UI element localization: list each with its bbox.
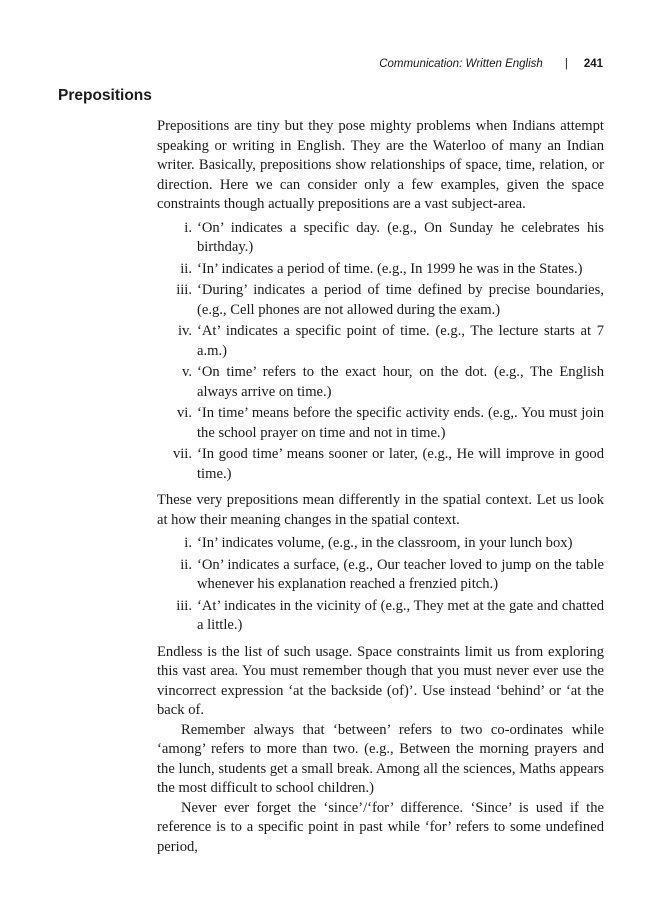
list-item-number: i. xyxy=(184,219,192,236)
list-item-number: v. xyxy=(182,364,192,380)
list-item-text: ‘At’ indicates a specific point of time. (e.g., The lecture starts at 7 a.m.) xyxy=(197,323,604,359)
list-item-text: ‘In’ indicates volume, (e.g., in the classroom, in your lunch box) xyxy=(197,535,573,551)
list-item xyxy=(157,445,604,484)
list-item xyxy=(157,281,604,320)
list-item-text: ‘In time’ means before the specific activity ends. (e.g,. You must join the school prayer on time and not in time.) xyxy=(197,405,604,441)
space-prepositions-list xyxy=(157,534,604,636)
list-item-number: i. xyxy=(184,535,192,551)
list-item-number: ii. xyxy=(180,260,192,277)
list-item-text: ‘During’ indicates a period of time defined by precise boundaries, (e.g., Cell phones are not allowed during the exam.) xyxy=(197,282,604,318)
body-text xyxy=(157,117,604,857)
list-item-number: vi. xyxy=(177,405,192,421)
list-item xyxy=(157,219,604,258)
between-paragraph: Remember always that ‘between’ refers to two co-ordinates while ‘among’ refers to more than two. (e.g., Between the morning prayers and the lunch, students get a small break. Among all the sciences, Maths appears the most difficult to school children.) xyxy=(157,721,604,796)
header-separator: | xyxy=(564,58,568,70)
list-item-text: ‘On time’ refers to the exact hour, on the dot. (e.g., The English always arrive on time.) xyxy=(197,364,604,400)
since-for-paragraph: Never ever forget the ‘since’/‘for’ difference. ‘Since’ is used if the reference is to a specific point in past while ‘for’ refers to some undefined period, xyxy=(157,799,604,855)
endless-paragraph: Endless is the list of such usage. Space constraints limit us from exploring this vast area. You must remember though that you must never ever use the vincorrect expression ‘at the backside (of)’. Use instead ‘behind’ or ‘at the back of. xyxy=(157,643,604,718)
list-item xyxy=(157,556,604,595)
list-item-number: iii. xyxy=(176,597,192,614)
time-prepositions-list xyxy=(157,219,604,485)
list-item-text: ‘On’ indicates a specific day. (e.g., On Sunday he celebrates his birthday.) xyxy=(197,219,604,255)
list-item xyxy=(157,597,604,636)
page-number: 241 xyxy=(583,58,603,70)
list-item xyxy=(157,260,604,280)
list-item-text: ‘On’ indicates a surface, (e.g., Our teacher loved to jump on the table whenever his explanation reached a frenzied pitch.) xyxy=(197,556,604,592)
list-item-number: vii. xyxy=(172,446,192,462)
list-item-number: iii. xyxy=(176,282,192,298)
running-title: Communication: Written English xyxy=(379,58,543,70)
list-item-number: iv. xyxy=(177,323,192,339)
list-item-number: ii. xyxy=(180,556,192,573)
spatial-intro-paragraph: These very prepositions mean differently in the spatial context. Let us look at how their meaning changes in the spatial context. xyxy=(157,492,604,528)
intro-paragraph: Prepositions are tiny but they pose mighty problems when Indians attempt speaking or writing in English. They are the Waterloo of many an Indian writer. Basically, prepositions show relationships of space, time, relation, or direction. Here we can consider only a few examples, given the space constraints though actually prepositions are a vast subject-area. xyxy=(157,118,604,212)
running-header xyxy=(379,58,603,70)
list-item xyxy=(157,363,604,402)
list-item-text: ‘In good time’ means sooner or later, (e.g., He will improve in good time.) xyxy=(197,446,604,482)
list-item-text: ‘In’ indicates a period of time. (e.g., In 1999 he was in the States.) xyxy=(197,260,583,277)
list-item xyxy=(157,322,604,361)
list-item xyxy=(157,534,604,554)
list-item-text: ‘At’ indicates in the vicinity of (e.g., They met at the gate and chatted a little.) xyxy=(197,597,604,633)
section-title: Prepositions xyxy=(58,87,152,104)
list-item xyxy=(157,404,604,443)
